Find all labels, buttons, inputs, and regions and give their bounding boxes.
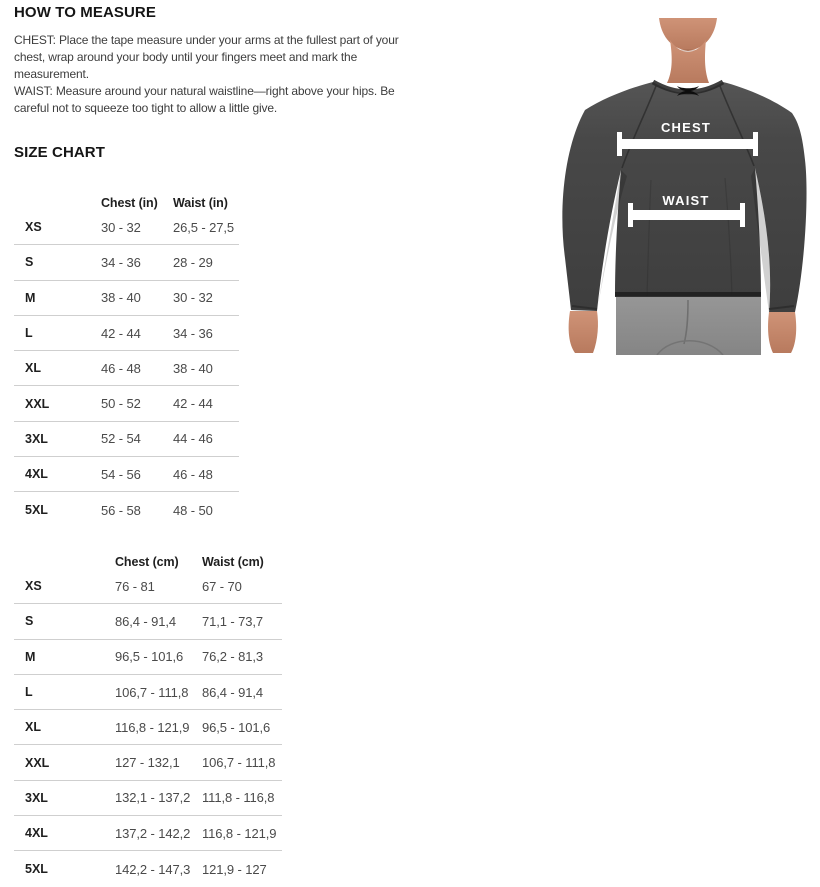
table-row	[14, 281, 239, 316]
waist-range-value: 28 - 29	[173, 254, 213, 270]
chest-range-value: 50 - 52	[101, 396, 141, 412]
chest-range-value: 54 - 56	[101, 466, 141, 482]
chest-bar-right-cap	[753, 132, 758, 156]
waist-range-value: 116,8 - 121,9	[202, 825, 277, 841]
waist-range-value: 86,4 - 91,4	[202, 684, 264, 700]
table-row	[14, 640, 282, 675]
chest-measure-bar	[618, 139, 757, 149]
table-row	[14, 816, 282, 851]
size-label: XS	[25, 220, 42, 235]
size-label: S	[25, 614, 34, 629]
waist-range-value: 34 - 36	[173, 325, 213, 341]
chest-instruction-text: CHEST: Place the tape measure under your arms at the fullest part of your chest, wrap around your body until your fingers meet and mark the measurement.	[14, 33, 399, 81]
size-label: 3XL	[25, 431, 48, 446]
size-label: M	[25, 649, 36, 664]
model-shorts	[616, 297, 761, 355]
chest-range-value: 96,5 - 101,6	[115, 649, 184, 665]
chest-range-value: 56 - 58	[101, 502, 141, 518]
chest-bar-left-cap	[617, 132, 622, 156]
size-label: XXL	[25, 396, 50, 411]
table-row	[14, 675, 282, 710]
table-row	[14, 316, 239, 351]
table-row	[14, 781, 282, 816]
waist-range-value: 30 - 32	[173, 290, 213, 306]
size-label: 3XL	[25, 790, 48, 805]
chest-range-value: 132,1 - 137,2	[115, 790, 191, 806]
chest-range-value: 142,2 - 147,3	[115, 861, 191, 877]
chest-range-value: 76 - 81	[115, 578, 155, 594]
how-to-measure-title: HOW TO MEASURE	[14, 4, 156, 21]
waist-bar-right-cap	[740, 203, 745, 227]
table-body-cm	[14, 569, 282, 887]
chest-cm-column-header: Chest (cm)	[115, 555, 179, 569]
size-label: XL	[25, 361, 41, 376]
waist-range-value: 44 - 46	[173, 431, 213, 447]
table-row	[14, 851, 282, 886]
table-row	[14, 604, 282, 639]
size-label: 5XL	[25, 862, 48, 877]
waist-measure-bar	[630, 210, 744, 220]
table-body-inches	[14, 210, 239, 528]
table-row	[14, 422, 239, 457]
waist-range-value: 42 - 44	[173, 396, 213, 412]
chest-range-value: 38 - 40	[101, 290, 141, 306]
waist-instruction-text: WAIST: Measure around your natural waistline—right above your hips. Be careful not to squeeze too tight to allow a little give.	[14, 84, 395, 115]
chest-range-value: 137,2 - 142,2	[115, 825, 191, 841]
waist-range-value: 48 - 50	[173, 502, 213, 518]
waist-cm-column-header: Waist (cm)	[202, 555, 264, 569]
model-photo	[555, 18, 820, 355]
table-row	[14, 457, 239, 492]
chest-range-value: 116,8 - 121,9	[115, 719, 190, 735]
waist-range-value: 96,5 - 101,6	[202, 719, 271, 735]
size-label: XL	[25, 720, 41, 735]
size-label: M	[25, 290, 36, 305]
table-row	[14, 492, 239, 527]
chest-range-value: 106,7 - 111,8	[115, 684, 189, 700]
size-label: L	[25, 685, 33, 700]
waist-in-column-header: Waist (in)	[173, 196, 228, 210]
model-illustration	[555, 18, 820, 355]
size-label: 5XL	[25, 503, 48, 518]
waist-range-value: 121,9 - 127	[202, 861, 267, 877]
table-row	[14, 245, 239, 280]
chest-range-value: 46 - 48	[101, 360, 141, 376]
size-label: XS	[25, 579, 42, 594]
waist-range-value: 76,2 - 81,3	[202, 649, 264, 665]
table-header-row-inches	[14, 186, 239, 210]
waist-range-value: 67 - 70	[202, 578, 242, 594]
size-label: 4XL	[25, 467, 48, 482]
chest-in-column-header: Chest (in)	[101, 196, 158, 210]
size-label: L	[25, 326, 33, 341]
size-label: XXL	[25, 755, 50, 770]
size-label: 4XL	[25, 826, 48, 841]
chest-range-value: 34 - 36	[101, 254, 141, 270]
size-label: S	[25, 255, 34, 270]
table-row	[14, 351, 239, 386]
table-row	[14, 710, 282, 745]
size-chart-title: SIZE CHART	[14, 144, 105, 161]
waist-bar-left-cap	[628, 203, 633, 227]
table-row	[14, 386, 239, 421]
shirt-hem-seam	[615, 292, 761, 297]
chest-overlay-label: CHEST	[660, 120, 712, 135]
table-header-row-cm	[14, 545, 282, 569]
waist-range-value: 38 - 40	[173, 360, 213, 376]
size-table-inches	[14, 186, 239, 528]
chest-range-value: 42 - 44	[101, 325, 141, 341]
size-table-centimeters	[14, 545, 282, 887]
waist-range-value: 71,1 - 73,7	[202, 613, 264, 629]
table-row	[14, 569, 282, 604]
chest-range-value: 30 - 32	[101, 219, 141, 235]
waist-range-value: 111,8 - 116,8	[202, 790, 275, 806]
table-row	[14, 210, 239, 245]
measuring-instructions	[14, 32, 426, 117]
chest-range-value: 86,4 - 91,4	[115, 613, 177, 629]
table-row	[14, 745, 282, 780]
chest-range-value: 127 - 132,1	[115, 755, 180, 771]
waist-range-value: 26,5 - 27,5	[173, 219, 235, 235]
waist-overlay-label: WAIST	[662, 193, 710, 208]
waist-range-value: 106,7 - 111,8	[202, 755, 276, 771]
chest-range-value: 52 - 54	[101, 431, 141, 447]
waist-range-value: 46 - 48	[173, 466, 213, 482]
